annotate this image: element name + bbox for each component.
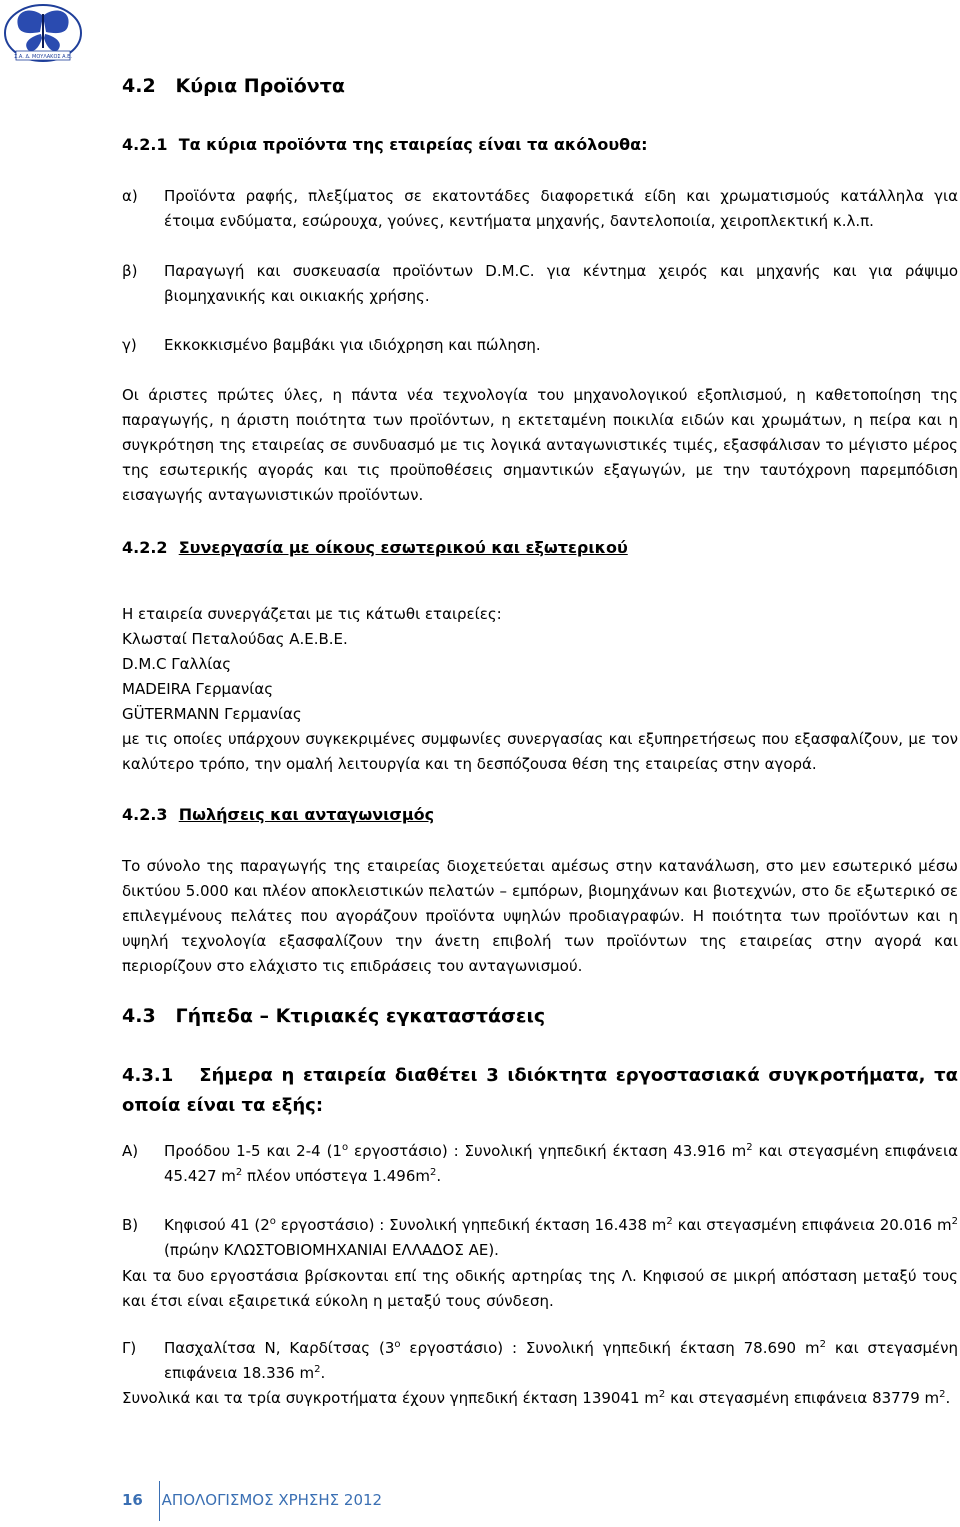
section-title: Σήμερα η εταιρεία διαθέτει 3 ιδιόκτητα εργοστασιακά συγκροτήματα, τα οποία είναι τα εξής: <box>122 1065 958 1116</box>
section-4-2-heading <box>122 74 958 99</box>
plant-item-a <box>122 1139 958 1189</box>
page-footer <box>122 1491 382 1509</box>
section-4-3-1-heading <box>122 1061 958 1121</box>
partners-block <box>122 602 958 777</box>
partner-item: Κλωσταί Πεταλούδας Α.Ε.Β.Ε. <box>122 630 348 648</box>
plant-item-b <box>122 1213 958 1263</box>
partner-item: GÜTERMANN Γερμανίας <box>122 705 302 723</box>
list-item <box>122 259 958 309</box>
item-text: Προόδου 1-5 και 2-4 ($1^o$ εργοστάσιο) : Συνολική γηπεδική έκταση 43.916 $m^2$ και στεγασμένη επιφάνεια 45.427 $m^2$ πλέον υπόστεγα $1.496m^2$. <box>164 1142 958 1185</box>
item-label: Β) <box>122 1216 139 1234</box>
section-number: 4.2.2 <box>122 538 168 557</box>
item-label: Α) <box>122 1142 139 1160</box>
section-title: Πωλήσεις και ανταγωνισμός <box>178 805 435 824</box>
list-item <box>122 184 958 234</box>
item-label: α) <box>122 187 138 205</box>
partner-item: D.M.C Γαλλίας <box>122 655 232 673</box>
paragraph-sales: Το σύνολο της παραγωγής της εταιρείας διοχετεύεται αμέσως στην κατανάλωση, στο μεν εσωτερικό μέσω δικτύου 5.000 και πλέον αποκλειστικών πελατών – εμπόρων, βιομηχάνων και βιοτεχνών, στο δε εξωτερικό σε επιλεγμένους πελάτες που αγοράζουν προϊόντα υψηλών προδιαγραφών. Η ποιότητα των προϊόντων και η υψηλή τεχνολογία εξασφαλίζουν την άνετη επιβολή των προϊόντων της εταιρείας στην αγορά και περιορίζουν στο ελάχιστο τις επιδράσεις του ανταγωνισμού. <box>122 857 958 975</box>
partner-item: MADEIRA Γερμανίας <box>122 680 274 698</box>
section-title: Συνεργασία με οίκους εσωτερικού και εξωτερικού <box>178 538 628 557</box>
plant-item-c <box>122 1336 958 1386</box>
item-text: Πασχαλίτσα Ν, Καρδίτσας ($3^o$ εργοστάσιο) : Συνολική γηπεδική έκταση 78.690 $m^2$ και στεγασμένη επιφάνεια 18.336 $m^2$. <box>164 1339 958 1382</box>
paragraph-products: Οι άριστες πρώτες ύλες, η πάντα νέα τεχνολογία του μηχανολογικού εξοπλισμού, η καθετοποίηση της παραγωγής, η άριστη ποιότητα των προϊόντων, η εκτεταμένη ποικιλία ειδών και χρωμάτων, η πείρα και η συγκρότηση της εταιρείας σε συνδυασμό με τις λογικά ανταγωνιστικές τιμές, εξασφάλισαν το μέγιστο μέρος της εσωτερικής αγοράς και τις προϋποθέσεις σημαντικών εξαγωγών, με την ταυτόχρονη παρεμπόδιση εισαγωγής ανταγωνιστικών προϊόντων. <box>122 386 958 504</box>
section-title: Γήπεδα – Κτιριακές εγκαταστάσεις <box>175 1005 546 1027</box>
plants-note: Και τα δυο εργοστάσια βρίσκονται επί της οδικής αρτηρίας της Λ. Κηφισού σε μικρή απόσταση μεταξύ τους και έτσι είναι εξαιρετικά εύκολη η μεταξύ τους σύνδεση. <box>122 1267 958 1310</box>
section-number: 4.2 <box>122 75 156 97</box>
section-4-2-3-heading <box>122 802 958 827</box>
item-text: Παραγωγή και συσκευασία προϊόντων D.M.C. για κέντημα χειρός και μηχανής και για ράψιμο βιομηχανικής και οικιακής χρήσης. <box>164 262 958 305</box>
item-text: Εκκοκκισμένο βαμβάκι για ιδιόχρηση και πώληση. <box>164 336 541 354</box>
section-number: 4.3 <box>122 1005 156 1027</box>
partners-closing: με τις οποίες υπάρχουν συγκεκριμένες συμφωνίες συνεργασίας και εξυπηρετήσεως που εξασφαλίζουν, με τον καλύτερο τρόπο, την ομαλή λειτουργία και τη δεσπόζουσα θέση της εταιρείας στην αγορά. <box>122 730 958 773</box>
item-text: Κηφισού 41 ($2^o$ εργοστάσιο) : Συνολική γηπεδική έκταση 16.438 $m^2$ και στεγασμένη επιφάνεια 20.016 $m^2$ (πρώην ΚΛΩΣΤΟΒΙΟΜΗΧΑΝΙΑΙ ΕΛΛΑΔΟΣ ΑΕ). <box>164 1216 958 1259</box>
item-text: Προϊόντα ραφής, πλεξίματος σε εκατοντάδες διαφορετικά είδη και χρωματισμούς κατάλληλα για έτοιμα ενδύματα, εσώρουχα, γούνες, κεντήματα μηχανής, δαντελοποιία, χειροπλεκτική κ.λ.π. <box>164 187 958 230</box>
section-4-2-1-heading <box>122 132 958 157</box>
section-number: 4.3.1 <box>122 1065 174 1086</box>
section-title: Τα κύρια προϊόντα της εταιρείας είναι τα ακόλουθα: <box>178 135 648 154</box>
section-4-2-2-heading <box>122 535 958 560</box>
item-label: β) <box>122 262 138 280</box>
section-4-3-heading <box>122 1004 958 1029</box>
logo-caption: Σ.Α. Δ. ΜΟΥΛΑΚΟΣ Α.Ε. <box>14 54 72 60</box>
partners-intro: Η εταιρεία συνεργάζεται με τις κάτωθι εταιρείες: <box>122 605 502 623</box>
section-title: Κύρια Προϊόντα <box>175 75 345 97</box>
list-item <box>122 333 958 358</box>
company-logo <box>2 2 84 64</box>
section-number: 4.2.1 <box>122 135 168 154</box>
item-label: γ) <box>122 336 137 354</box>
section-number: 4.2.3 <box>122 805 168 824</box>
page-number: 16 <box>122 1491 143 1509</box>
footer-divider <box>159 1481 160 1521</box>
footer-title: ΑΠΟΛΟΓΙΣΜΟΣ ΧΡΗΣΗΣ 2012 <box>161 1491 383 1509</box>
item-label: Γ) <box>122 1339 137 1357</box>
plants-total: Συνολικά και τα τρία συγκροτήματα έχουν γηπεδική έκταση 139041 $m^2$ και στεγασμένη επιφάνεια 83779 $m^2$. <box>122 1389 951 1407</box>
